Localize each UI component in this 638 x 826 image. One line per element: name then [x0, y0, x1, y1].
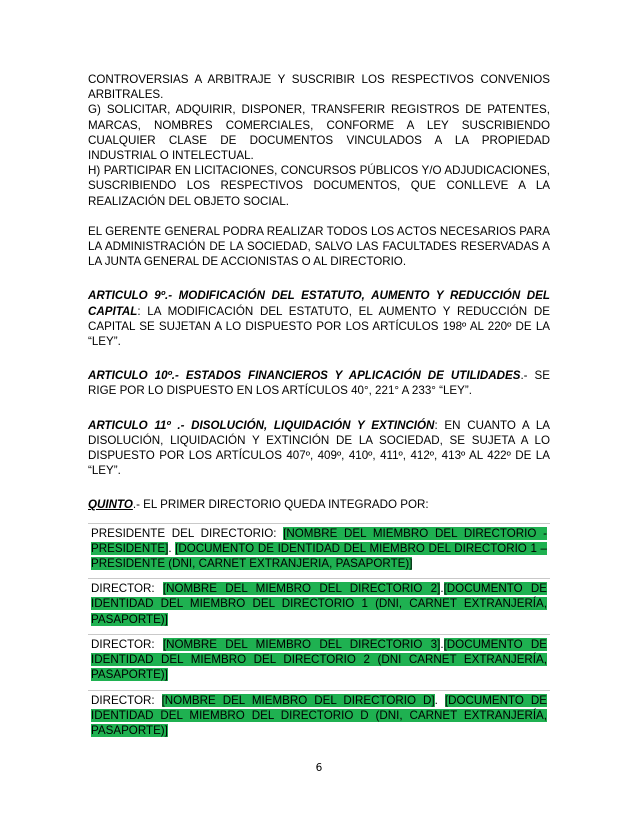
- directorio-list: [88, 523, 550, 738]
- paragraph-gerente: EL GERENTE GENERAL PODRA REALIZAR TODOS LOS ACTOS NECESARIOS PARA LA ADMINISTRACIÓN DE LA SOCIEDAD, SALVO LAS FACULTADES RESERVADAS A LA JUNTA GENERAL DE ACCIONISTAS O AL DIRECTORIO.: [88, 224, 550, 269]
- article-9-heading: ARTICULO 9º.- MODIFICACIÓN DEL ESTATUTO, AUMENTO Y REDUCCIÓN DEL CAPITAL: [88, 289, 550, 318]
- directorio-name-placeholder: [NOMBRE DEL MIEMBRO DEL DIRECTORIO D]: [161, 693, 435, 707]
- spacer: [88, 478, 550, 497]
- directorio-separator: .: [168, 541, 176, 555]
- directorio-separator: .: [440, 637, 444, 651]
- article-10-heading: ARTICULO 10º.- ESTADOS FINANCIEROS Y APLICACIÓN DE UTILIDADES: [88, 369, 521, 383]
- article-11: [88, 418, 550, 479]
- spacer: [88, 349, 550, 368]
- article-11-heading: ARTICULO 11º .- DISOLUCIÓN, LIQUIDACIÓN Y EXTINCIÓN: [88, 418, 435, 432]
- spacer: [88, 269, 550, 288]
- paragraph-controversias: CONTROVERSIAS A ARBITRAJE Y SUSCRIBIR LOS RESPECTIVOS CONVENIOS ARBITRALES.: [88, 73, 550, 102]
- quinto-paragraph: [88, 497, 550, 512]
- spacer: [88, 399, 550, 418]
- directorio-role: PRESIDENTE DEL DIRECTORIO:: [91, 526, 284, 540]
- quinto-heading: QUINTO: [88, 498, 133, 512]
- directorio-name-placeholder: [NOMBRE DEL MIEMBRO DEL DIRECTORIO 2]: [162, 582, 441, 596]
- directorio-name-placeholder: [NOMBRE DEL MIEMBRO DEL DIRECTORIO - PRESIDENTE]: [91, 526, 547, 555]
- document-body: [88, 72, 550, 745]
- article-9: [88, 288, 550, 349]
- directorio-entry: [88, 578, 550, 627]
- directorio-document-placeholder: [DOCUMENTO DE IDENTIDAD DEL MIEMBRO DEL DIRECTORIO D (DNI, CARNET EXTRANJERÍA, PASAPORTE)]: [91, 693, 547, 737]
- directorio-separator: .: [440, 582, 444, 596]
- directorio-name-placeholder: [NOMBRE DEL MIEMBRO DEL DIRECTORIO 3]: [162, 637, 441, 651]
- paragraph-item-h: H) PARTICIPAR EN LICITACIONES, CONCURSOS PÚBLICOS Y/O ADJUDICACIONES, SUSCRIBIENDO LOS RESPECTIVOS DOCUMENTOS, QUE CONLLEVE A LA REALIZACIÓN DEL OBJETO SOCIAL.: [88, 164, 550, 208]
- article-11-text: : EN CUANTO A LA DISOLUCIÓN, LIQUIDACIÓN Y EXTINCIÓN DE LA SOCIEDAD, SE SUJETA A LO DISPUESTO POR LOS ARTÍCULOS 407º, 409º, 410º, 411º, 412º, 413º AL 422º DE LA “LEY”.: [88, 418, 551, 478]
- directorio-entry: [88, 690, 550, 739]
- directorio-document-placeholder: [DOCUMENTO DE IDENTIDAD DEL MIEMBRO DEL DIRECTORIO 1 (DNI, CARNET EXTRANJERÍA, PASAPORTE)]: [91, 582, 547, 626]
- quinto-text: .- EL PRIMER DIRECTORIO QUEDA INTEGRADO POR:: [132, 498, 429, 512]
- article-10-text: .- SE RIGE POR LO DISPUESTO EN LOS ARTÍCULOS 40°, 221° A 233° “LEY”.: [88, 369, 550, 398]
- page-number: 6: [315, 762, 323, 774]
- directorio-document-placeholder: [DOCUMENTO DE IDENTIDAD DEL MIEMBRO DEL DIRECTORIO 2 (DNI CARNET EXTRANJERÍA, PASAPORTE)]: [91, 637, 547, 682]
- article-9-text: : LA MODIFICACIÓN DEL ESTATUTO, EL AUMENTO Y REDUCCIÓN DE CAPITAL SE SUJETAN A LO DISPUESTO POR LOS ARTÍCULOS 198º AL 220º DE LA “LEY”.: [88, 304, 550, 349]
- paragraph-item-g: G) SOLICITAR, ADQUIRIR, DISPONER, TRANSFERIR REGISTROS DE PATENTES, MARCAS, NOMBRES COMERCIALES, CONFORME A LEY SUSCRIBIENDO CUALQUIER CLASE DE DOCUMENTOS VINCULADOS A LA PROPIEDAD INDUSTRIAL O INTELECTUAL.: [88, 103, 550, 163]
- directorio-document-placeholder: [DOCUMENTO DE IDENTIDAD DEL MIEMBRO DEL DIRECTORIO 1 – PRESIDENTE (DNI, CARNET EXTRANJERIA, PASAPORTE)]: [91, 541, 547, 571]
- article-10: [88, 368, 550, 398]
- directorio-entry: [88, 523, 550, 572]
- spacer: [88, 209, 550, 224]
- directorio-entry: [88, 634, 550, 683]
- directorio-separator: .: [434, 693, 445, 707]
- directorio-role: DIRECTOR:: [91, 693, 162, 707]
- directorio-role: DIRECTOR:: [91, 582, 163, 596]
- directorio-role: DIRECTOR:: [91, 637, 163, 651]
